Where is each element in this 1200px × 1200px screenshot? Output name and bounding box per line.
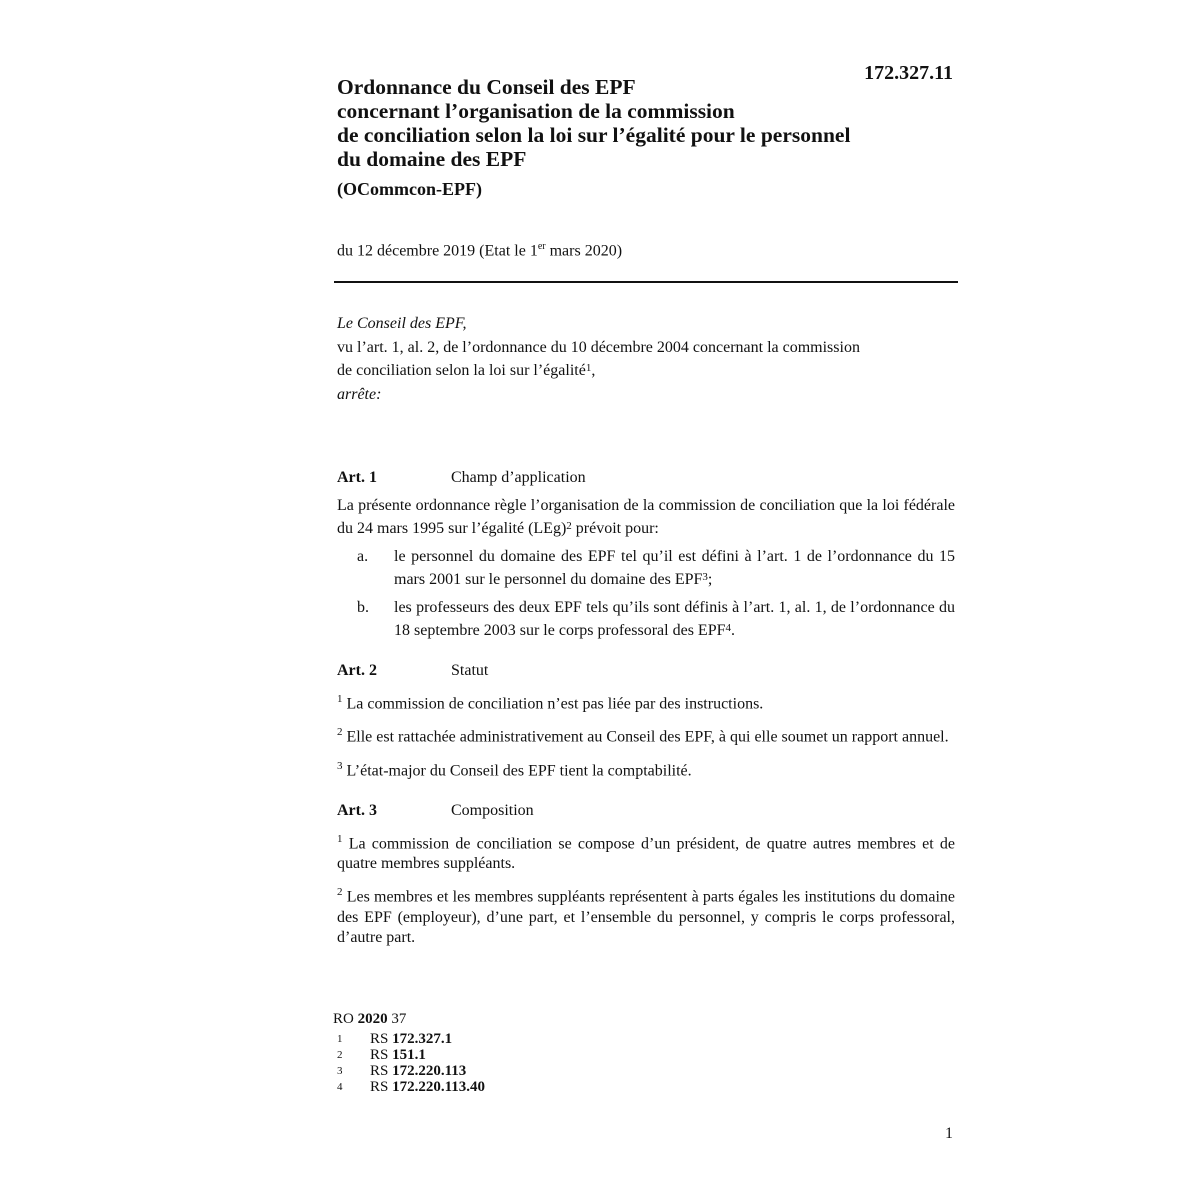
article-paragraph: $^1$ La commission de conciliation n’est pas liée par des instructions.: [337, 693, 764, 713]
article-heading: [337, 468, 955, 488]
article-title: Statut: [451, 662, 489, 679]
footnote-number: 2: [337, 1049, 343, 1061]
article-number: Art. 1: [337, 469, 377, 486]
article-paragraph: $^2$ Les membres et les membres suppléants représentent à parts égales les institutions du domaine des EPF (employeur), d’une part, et l’ensemble du personnel, y compris le corps professoral, d’autre part.: [337, 886, 955, 946]
footnote-link[interactable]: 151.1: [392, 1047, 426, 1063]
title-divider: [334, 281, 958, 283]
footnote: 4 RS 172.220.113.40: [333, 1079, 485, 1095]
list-letter: b.: [357, 599, 369, 616]
ro-reference: RO 2020 37: [333, 1011, 407, 1027]
footnote-number: 3: [337, 1065, 343, 1077]
document-title: [337, 75, 957, 200]
title-line: concernant l’organisation de la commission: [337, 99, 735, 123]
footnote: 3 RS 172.220.113: [333, 1063, 485, 1079]
footnote: 2 RS 151.1: [333, 1047, 485, 1063]
footnote-link[interactable]: 172.220.113: [392, 1063, 467, 1079]
footnote-link[interactable]: 172.327.1: [392, 1031, 453, 1047]
issue-date: du 12 décembre 2019 (Etat le 1er mars 2020): [337, 241, 623, 260]
article-number: Art. 3: [337, 801, 377, 819]
footnotes: [333, 1011, 485, 1095]
footnote-ref[interactable]: 3: [702, 571, 708, 583]
preamble-authority: Le Conseil des EPF,: [337, 315, 467, 332]
title-line: de conciliation selon la loi sur l’égalité pour le personnel: [337, 123, 851, 147]
article-heading: [337, 801, 955, 821]
article-paragraph: $^2$ Elle est rattachée administrativement au Conseil des EPF, à qui elle soumet un rapport annuel.: [337, 726, 949, 746]
list-text: les professeurs des deux EPF tels qu’ils sont définis à l’art. 1, al. 1, de l’ordonnance du 18 septembre 2003 sur le corps professoral des EPF$^4$.: [394, 599, 955, 639]
article-paragraph: $^3$ L’état-major du Conseil des EPF tient la comptabilité.: [337, 759, 692, 779]
list-item: [337, 598, 955, 641]
article-number: Art. 2: [337, 662, 377, 679]
articles: [337, 468, 955, 968]
article-paragraph: La présente ordonnance règle l’organisation de la commission de conciliation que la loi fédérale du 24 mars 1995 sur l’égalité (LEg)$^2$ prévoit pour:: [337, 497, 955, 537]
footnote-number: 1: [337, 1033, 343, 1045]
list-item: [337, 547, 955, 590]
footnote-link[interactable]: 172.220.113.40: [392, 1079, 486, 1095]
footnote-ref[interactable]: 4: [725, 622, 731, 634]
sr-number: 172.327.11: [864, 62, 953, 84]
title-line: du domaine des EPF: [337, 147, 527, 171]
page-number: 1: [945, 1125, 953, 1142]
list-letter: a.: [357, 548, 369, 565]
preamble-decree: arrête:: [337, 386, 382, 403]
article-3: [337, 801, 955, 948]
title-line: Ordonnance du Conseil des EPF: [337, 75, 636, 99]
footnote: 1 RS 172.327.1: [333, 1031, 485, 1047]
article-title: Champ d’application: [451, 469, 586, 486]
footnote-ref[interactable]: 2: [566, 520, 572, 532]
article-title: Composition: [451, 801, 534, 819]
footnote-ref[interactable]: 1: [585, 362, 592, 374]
list-text: le personnel du domaine des EPF tel qu’il est défini à l’art. 1 de l’ordonnance du 15 mars 2001 sur le personnel du domaine des EPF$^3$;: [394, 548, 955, 588]
footnote-number: 4: [337, 1081, 343, 1093]
abbreviation: (OCommcon-EPF): [337, 179, 482, 199]
preamble-basis: vu l’art. 1, al. 2, de l’ordonnance du 10 décembre 2004 concernant la commission de conciliation selon la loi sur l’égalité$^1$,: [337, 339, 860, 379]
article-heading: [337, 661, 955, 681]
preamble: [337, 314, 957, 405]
article-2: [337, 661, 955, 781]
article-1: [337, 468, 955, 641]
article-paragraph: $^1$ La commission de conciliation se compose d’un président, de quatre autres membres et de quatre membres suppléants.: [337, 832, 955, 873]
